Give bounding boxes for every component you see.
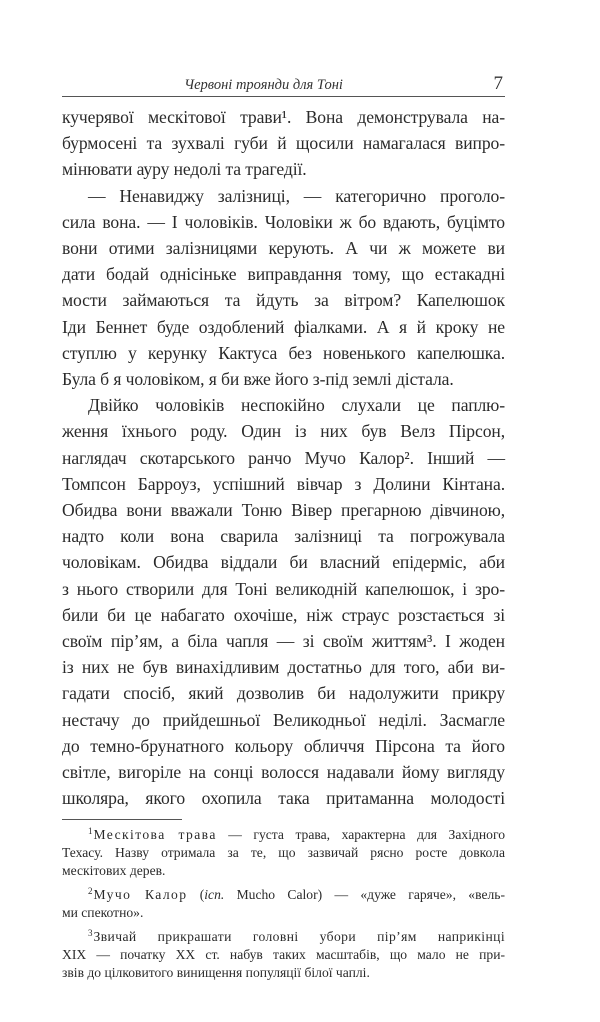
text-line: мости займаються та йдуть за вітром? Капелюшок xyxy=(62,290,505,311)
footnote-paren: ( xyxy=(187,887,205,903)
text-line: чоловікам. Обидва віддали би власний епідерміс, аби xyxy=(62,552,505,573)
text-line: вони отими залізницями керують. А чи ж можете ви xyxy=(62,238,505,259)
text-line: гадати спосіб, який дозволив би надолужити прикру xyxy=(62,683,505,704)
footnote-divider xyxy=(62,819,182,820)
footnote-line xyxy=(62,886,505,904)
footnote-text: — густа трава, характерна для Західного xyxy=(216,827,505,843)
text-line: нестачу до прийдешньої Великодньої неділі. Засмагле xyxy=(62,709,505,730)
text-line: наглядач скотарського ранчо Мучо Калор². Інший — xyxy=(62,447,505,468)
text-line: Томпсон Барроуз, успішний вівчар з Долини Кінтана. xyxy=(62,473,505,494)
text-line: сила вона. — І чоловіків. Чоловіки ж бо вдають, буцімто xyxy=(62,211,505,232)
paragraph xyxy=(62,183,505,393)
footnote-marker: 2 xyxy=(88,886,93,897)
text-line: світле, вигоріле на сонці волосся надавали йому вигляду xyxy=(62,762,505,783)
text-line: дати бодай однісіньке виправдання тому, що естакадні xyxy=(62,264,505,285)
footnote-line: XIX — початку XX ст. набув таких масштабів, що мало не при- xyxy=(62,947,505,963)
text-line: своїм пір’ям, а біла чапля — зі своїм життям³. І жоден xyxy=(62,631,505,652)
footnotes xyxy=(62,826,505,982)
text-line: Обидва вони вважали Тоню Вівер прегарною дівчиною, xyxy=(62,500,505,521)
running-title: Червоні троянди для Тоні xyxy=(184,77,343,93)
footnote-marker: 1 xyxy=(88,826,93,837)
footnote-line: мескітових дерев. xyxy=(62,863,166,879)
paragraph xyxy=(62,104,505,183)
text-line: з нього створили для Тоні великодній капелюшок, і зро- xyxy=(62,578,505,599)
text-line: бурмосені та зухвалі губи й щосили намагалася випро- xyxy=(62,133,505,154)
text-line: били би це набагато охочіше, ніж страус розстається зі xyxy=(62,604,505,625)
footnote-line xyxy=(62,826,505,844)
text-line: ження їхнього роду. Один із них був Велз Пірсон, xyxy=(62,421,505,442)
page-number: 7 xyxy=(493,73,503,94)
language-abbreviation: ісп. xyxy=(204,887,225,903)
text-line: мінювати ауру недолі та трагедії. xyxy=(62,159,307,180)
text-line: Була б я чоловіком, я би вже його з-під землі дістала. xyxy=(62,369,454,390)
text-line: — Ненавиджу залізниці, — категорично проголо- xyxy=(88,185,505,206)
footnote-1 xyxy=(62,826,505,880)
footnote-term: Мескітова трава xyxy=(93,827,217,843)
footnote-line: звів до цілковитого винищення популяції білої чаплі. xyxy=(62,965,370,981)
text-line: до темно-брунатного кольору обличчя Пірсона та його xyxy=(62,735,505,756)
text-line: ступлю у керунку Кактуса без новенького капелюшка. xyxy=(62,342,505,363)
text-line: Двійко чоловіків неспокійно слухали це паплю- xyxy=(88,395,505,416)
text-line: Іди Беннет буде оздоблений фіалками. А я й кроку не xyxy=(62,316,505,337)
body-text xyxy=(62,104,505,811)
footnote-3 xyxy=(62,928,505,982)
footnote-2 xyxy=(62,886,505,922)
footnote-marker: 3 xyxy=(88,928,93,939)
footnote-text: Mucho Calor) — «дуже гаряче», «вель- xyxy=(224,887,505,903)
text-line: надто коли вона сварила залізниці та погрожувала xyxy=(62,526,505,547)
paragraph xyxy=(62,392,505,811)
text-line: кучерявої мескітової трави¹. Вона демонструвала на- xyxy=(62,107,505,127)
footnote-line xyxy=(62,928,505,946)
footnote-term: Мучо Калор xyxy=(93,887,188,903)
running-header xyxy=(62,74,505,97)
footnote-line: ми спекотно». xyxy=(62,905,144,921)
footnote-line: Техасу. Назву отримала за те, що зазвичай рясно росте довкола xyxy=(62,845,505,861)
text-line: із них не був винахідливим достатньо для того, аби ви- xyxy=(62,657,505,678)
footnote-term: Звичай прикрашати головні убори пір’ям наприкінці xyxy=(93,929,505,945)
text-line: школяра, якого охопила така притаманна молодості xyxy=(62,788,505,809)
